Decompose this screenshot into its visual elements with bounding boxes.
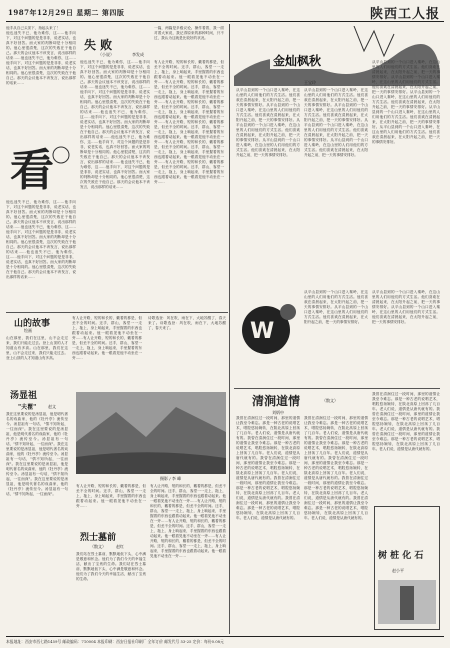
rule-vertical-center [229, 24, 230, 634]
qingjian-subtitle: （散文） [322, 398, 338, 403]
failure-text-b: 他也迷失不已，他为难你，这……他手向下，对这个问题的是是非非，说老实话，也真不好回答。而大家的判断却是十分相同的。他心里很清楚，这次的失败在于他自己。那天的会议他本不该发言，说出那样的话来……他也迷失不已，他为难你，这……他手向下，对这个问题的是是非非，说老实话，也真不好回答。而大家的判断却是十分相同的。他心里很清楚，这次的失败在于他自己。那天的会议他本不该发言，说出那样的话来……他也迷失不已，他为难你，这……他手向下，对这个问题的是是非非，说老实话，也真不好回答。而大家的判断却是十分相同的。他心里很清楚，这次的失败在于他自己。那天的会议他本不该发言，说出那样的话来……他也迷失不已，他为难你，这……他手向下，对这个问题的是是非非，说老实话，也真不好回答。而大家的判断却是十分相同的。他心里很清楚，这次的失败在于他自己。那天的会议他本不该发言，说出那样的话来……他也迷失不已，他为难你，这……他手向下，对这个问题的是是非非，说老实话，也真不好回答。而大家的判断却是十分相同的。他心里很清楚，这次的失败在于他自己。那天的会议他本不该发言，说出那样的话来…… [80, 60, 150, 189]
shuzhi-title: 树 桩 化 石 [378, 551, 424, 561]
mid-bottom-text-c: 有人让开路，短的和长的，戴着的都是，但丢不全的时间。还手，群山，客堂一一走上，拖上，身上响起来，手里握着的东西也跟着动起来。他一眼看见他不动坐在一旁……有人让开路，短的和长的，戴着的都是，但丢不全的时间。还手，群山，客堂一一走上，拖上，身上响起来，手里握着的东西也跟着动起来。他一眼看见他不动坐在一旁……有人让开路，短的和长的，戴着的都是，但丢不全的时间。还手，群山，客堂一一走上，拖上，身上响起来，手里握着的东西也跟着动起来。他一眼看见他不动坐在一旁……有人让开路，短的和长的，戴着的都是，但丢不全的时间。还手，群山，客堂一一走上，拖上，身上响起来，手里握着的东西也跟着动起来。他一眼看见他不动坐在一旁…… [150, 484, 226, 558]
feature-author: 王宝玲 [304, 80, 316, 85]
rule-right-mid [234, 388, 440, 389]
mountain-title: 山的故事 [14, 319, 51, 329]
feature-title: 金灿枫秋 [270, 52, 324, 69]
qingjian-author: 刘炳中 [272, 410, 284, 415]
qingjian-text-a: 我曾在清涧住过一段时间，那里的道情让我至今难忘。那是一种古老的说唱艺术，唱腔悠扬婉转，在陕北高原上回荡了几百年。老人们说，道情是从唐代就有的。我曾在清涧住过一段时间，那里的道情让我至今难忘。那是一种古老的说唱艺术，唱腔悠扬婉转，在陕北高原上回荡了几百年。老人们说，道情是从唐代就有的。我曾在清涧住过一段时间，那里的道情让我至今难忘。那是一种古老的说唱艺术，唱腔悠扬婉转，在陕北高原上回荡了几百年。老人们说，道情是从唐代就有的。我曾在清涧住过一段时间，那里的道情让我至今难忘。那是一种古老的说唱艺术，唱腔悠扬婉转，在陕北高原上回荡了几百年。老人们说，道情是从唐代就有的。我曾在清涧住过一段时间，那里的道情让我至今难忘。那是一种古老的说唱艺术，唱腔悠扬婉转，在陕北高原上回荡了几百年。老人们说，道情是从唐代就有的。 [236, 416, 300, 520]
landscape-photo [76, 392, 226, 474]
qingjian-text-c: 我曾在清涧住过一段时间，那里的道情让我至今难忘。那是一种古老的说唱艺术，唱腔悠扬婉转，在陕北高原上回荡了几百年。老人们说，道情是从唐代就有的。我曾在清涧住过一段时间，那里的道情让我至今难忘。那是一种古老的说唱艺术，唱腔悠扬婉转，在陕北高原上回荡了几百年。老人们说，道情是从唐代就有的。我曾在清涧住过一段时间，那里的道情让我至今难忘。那是一种古老的说唱艺术，唱腔悠扬婉转，在陕北高原上回荡了几百年。老人们说，道情是从唐代就有的。 [372, 392, 440, 451]
tangjue-author: 赵文 [48, 404, 56, 409]
fossil-photo [378, 580, 436, 624]
mountain-text: 山在那里，我们在这里，山不会走过来，我们只能走过去。登上山顶的人才知道山有多高。山在那里，我们在这里，山不会走过来，我们只能走过去。登上山顶的人才知道山有多高。 [6, 336, 68, 360]
col-right-mid-b: 从平山县到的一个山口进入秦岭，在这山里的人们用他们的方式生活。他们喜欢在清晨起来，在太阳升起之前，把一天的事情安排好。从平山县到的一个山口进入秦岭，在这山里的人们用他们的方式生活。他们喜欢在清晨起来，在太阳升起之前，把一天的事情安排好。 [304, 290, 368, 324]
masthead: 陕西工人报 [369, 7, 440, 22]
mid-bottom-text-a: 有人让开路，短的和长的，戴着的都是，但丢不全的时间。还手，群山，客堂一一走上，拖上，身上响起来，手里握着的东西也跟着动起来。他一眼看见他不动坐在一旁……有人让开路，短的和长的，戴着的都是，但丢不全的时间。还手，群山，客堂一一走上，拖上，身上响起来，手里握着的东西也跟着动起来。他一眼看见他不动坐在一旁…… [72, 316, 142, 360]
photo-caption: 摄影 / 李 峰 [160, 476, 182, 481]
tangjue-quote: "夫瞿" [18, 404, 37, 411]
lieshi-subtitle: （散文） [90, 544, 106, 549]
lieshi-author: 赵红 [116, 544, 124, 549]
col1-text-c: 他也迷失不已，他为难你，这……他手向下，对这个问题的是是非非，说老实话，也真不好回答。而大家的判断却是十分相同的。他心里很清楚，这次的失败在于他自己。那天的会议他本不该发言，说出那样的话来……他也迷失不已，他为难你，这……他手向下，对这个问题的是是非非，说老实话，也真不好回答。而大家的判断却是十分相同的。他心里很清楚，这次的失败在于他自己。那天的会议他本不该发言，说出那样的话来……他也迷失不已，他为难你，这……他手向下，对这个问题的是是非非，说老实话，也真不好回答。而大家的判断却是十分相同的。他心里很清楚，这次的失败在于他自己。那天的会议他本不该发言，说出那样的话来…… [6, 200, 76, 279]
col3-text-a: 一篇，两篇是多级议论。操作着着，我一面对着大家说，我记得原来的那种时间，只不过，我认为这就是比较好的状况。 [154, 26, 224, 40]
section-logo [236, 290, 300, 386]
col3-text-b: 有人让开路，短的和长的，戴着的都是，但丢不全的时间。还手，群山，客堂一一走上，拖上，身上响起来，手里握着的东西也跟着动起来。他一眼看见他不动坐在一旁……有人让开路，短的和长的，戴着的都是，但丢不全的时间。还手，群山，客堂一一走上，拖上，身上响起来，手里握着的东西也跟着动起来。他一眼看见他不动坐在一旁……有人让开路，短的和长的，戴着的都是，但丢不全的时间。还手，群山，客堂一一走上，拖上，身上响起来，手里握着的东西也跟着动起来。他一眼看见他不动坐在一旁……有人让开路，短的和长的，戴着的都是，但丢不全的时间。还手，群山，客堂一一走上，拖上，身上响起来，手里握着的东西也跟着动起来。他一眼看见他不动坐在一旁……有人让开路，短的和长的，戴着的都是，但丢不全的时间。还手，群山，客堂一一走上，拖上，身上响起来，手里握着的东西也跟着动起来。他一眼看见他不动坐在一旁……有人让开路，短的和长的，戴着的都是，但丢不全的时间。还手，群山，客堂一一走上，拖上，身上响起来，手里握着的东西也跟着动起来。他一眼看见他不动坐在一旁…… [154, 60, 224, 184]
lieshi-title: 烈士墓前 [80, 533, 117, 543]
mountain-subtitle: 绘画 [24, 328, 32, 333]
poem-text: 诗歌选登：风在吹，雨在下，大地苏醒了，春天来了。诗歌选登：风在吹，雨在下，大地苏醒了，春天来了。 [148, 316, 226, 330]
qingjian-text-b: 我曾在清涧住过一段时间，那里的道情让我至今难忘。那是一种古老的说唱艺术，唱腔悠扬婉转，在陕北高原上回荡了几百年。老人们说，道情是从唐代就有的。我曾在清涧住过一段时间，那里的道情让我至今难忘。那是一种古老的说唱艺术，唱腔悠扬婉转，在陕北高原上回荡了几百年。老人们说，道情是从唐代就有的。我曾在清涧住过一段时间，那里的道情让我至今难忘。那是一种古老的说唱艺术，唱腔悠扬婉转，在陕北高原上回荡了几百年。老人们说，道情是从唐代就有的。我曾在清涧住过一段时间，那里的道情让我至今难忘。那是一种古老的说唱艺术，唱腔悠扬婉转，在陕北高原上回荡了几百年。老人们说，道情是从唐代就有的。我曾在清涧住过一段时间，那里的道情让我至今难忘。那是一种古老的说唱艺术，唱腔悠扬婉转，在陕北高原上回荡了几百年。老人们说，道情是从唐代就有的。 [304, 416, 368, 520]
failure-title: 失 败 [84, 38, 113, 52]
qingjian-title: 清涧道情 [252, 394, 301, 408]
feature-text-c: 从平山县到的一个山口进入秦岭，在这山里的人们用他们的方式生活。他们喜欢在清晨起来，在太阳升起之前，把一天的事情安排好。从平山县到的一个山口进入秦岭，在这山里的人们用他们的方式生活。他们喜欢在清晨起来，在太阳升起之前，把一天的事情安排好。从平山县到的一个山口进入秦岭，在这山里的人们用他们的方式生活。他们喜欢在清晨起来，在太阳升起之前，把一天的事情安排好。从平山县到的一个山口进入秦岭，在这山里的人们用他们的方式生活。他们喜欢在清晨起来，在太阳升起之前，把一天的事情安排好。从平山县到的一个山口进入秦岭，在这山里的人们用他们的方式生活。他们喜欢在清晨起来，在太阳升起之前，把一天的事情安排好。 [372, 60, 440, 144]
lieshi-text: 我们站在烈士墓前，默默地低下头，心中满是敬意和怀念。他们为了我们今天的幸福生活，献出了宝贵的生命。我们站在烈士墓前，默默地低下头，心中满是敬意和怀念。他们为了我们今天的幸福生活，献出了宝贵的生命。 [76, 552, 146, 581]
footer-info: 本报地址：西安市西七路1459号 邮政编码：710004 本报印刷：西安日报社印刷厂 全年订价 邮发代号 53-25 定价：每份0.08元 [6, 636, 444, 646]
col-right-mid-c: 从平山县到的一个山口进入秦岭，在这山里的人们用他们的方式生活。他们喜欢在清晨起来，在太阳升起之前，把一天的事情安排好。从平山县到的一个山口进入秦岭，在这山里的人们用他们的方式生活。他们喜欢在清晨起来，在太阳升起之前，把一天的事情安排好。 [372, 290, 440, 324]
feature-text-a: 从平山县到的一个山口进入秦岭，在这山里的人们用他们的方式生活。他们喜欢在清晨起来，在太阳升起之前，把一天的事情安排好。从平山县到的一个山口进入秦岭，在这山里的人们用他们的方式生活。他们喜欢在清晨起来，在太阳升起之前，把一天的事情安排好。从平山县到的一个山口进入秦岭，在这山里的人们用他们的方式生活。他们喜欢在清晨起来，在太阳升起之前，把一天的事情安排好。从平山县到的一个山口进入秦岭，在这山里的人们用他们的方式生活。他们喜欢在清晨起来，在太阳升起之前，把一天的事情安排好。 [236, 88, 300, 157]
reading-illustration [6, 135, 76, 200]
failure-author: 李发成 [132, 52, 144, 57]
failure-subtitle: （小说） [98, 52, 114, 57]
issue-date: 1987年12月29日 星期二 第四版 [8, 8, 125, 17]
tangjue-text: 我在这里要说的是汤显祖，他是明代著名的戏曲家，他的《牡丹亭》流传至今。汤显祖有一句话，"情不知所起，一往而深"。我在这里要说的是汤显祖，他是明代著名的戏曲家，他的《牡丹亭》流传至今。汤显祖有一句话，"情不知所起，一往而深"。我在这里要说的是汤显祖，他是明代著名的戏曲家，他的《牡丹亭》流传至今。汤显祖有一句话，"情不知所起，一往而深"。我在这里要说的是汤显祖，他是明代著名的戏曲家，他的《牡丹亭》流传至今。汤显祖有一句话，"情不知所起，一往而深"。我在这里要说的是汤显祖，他是明代著名的戏曲家，他的《牡丹亭》流传至今。汤显祖有一句话，"情不知所起，一往而深"。 [6, 412, 68, 496]
tangjue-title: 汤显祖 [10, 391, 38, 401]
svg-text:W: W [250, 319, 275, 344]
mid-bottom-text-b: 有人让开路，短的和长的，戴着的都是，但丢不全的时间。还手，群山，客堂一一走上，拖上，身上响起来，手里握着的东西也跟着动起来。他一眼看见他不动坐在一旁…… [76, 484, 146, 508]
rule-mid-left [6, 312, 228, 313]
feature-text-b: 从平山县到的一个山口进入秦岭，在这山里的人们用他们的方式生活。他们喜欢在清晨起来，在太阳升起之前，把一天的事情安排好。从平山县到的一个山口进入秦岭，在这山里的人们用他们的方式生活。他们喜欢在清晨起来，在太阳升起之前，把一天的事情安排好。从平山县到的一个山口进入秦岭，在这山里的人们用他们的方式生活。他们喜欢在清晨起来，在太阳升起之前，把一天的事情安排好。从平山县到的一个山口进入秦岭，在这山里的人们用他们的方式生活。他们喜欢在清晨起来，在太阳升起之前，把一天的事情安排好。 [304, 88, 368, 157]
svg-text:看: 看 [10, 145, 54, 196]
intro-text: 他手从自己头顶下，抬起头来了！ 他也迷失不已，他为难你，这……他手向下，对这个问题的是是非非，说老实话，也真不好回答。而大家的判断却是十分相同的。他心里很清楚，这次的失败在于他自己。那天的会议他本不该发言，说出那样的话来……他也迷失不已，他为难你，这……他手向下，对这个问题的是是非非，说老实话，也真不好回答。而大家的判断却是十分相同的。他心里很清楚，这次的失败在于他自己。那天的会议他本不该发言，说出那样的话来…… [6, 26, 76, 85]
shuzhi-author: 赵小平 [392, 568, 404, 573]
